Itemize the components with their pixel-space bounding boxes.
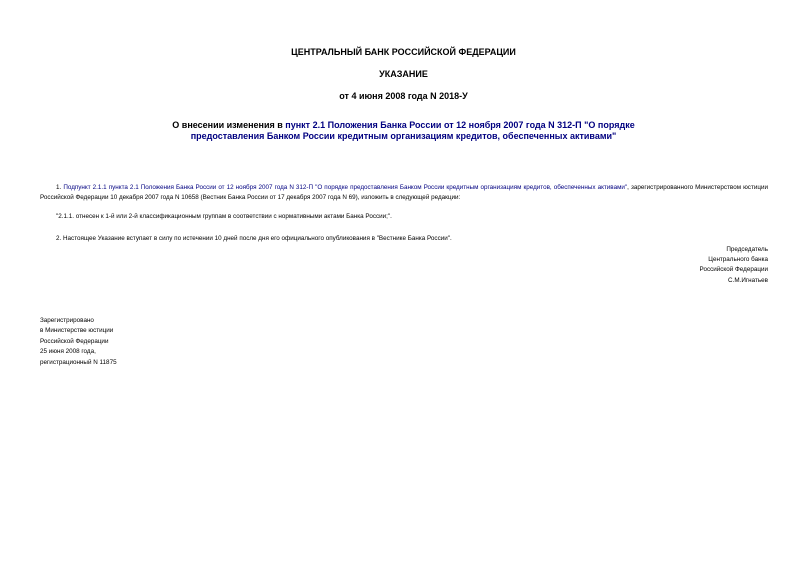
signature-line: Председатель xyxy=(726,246,768,253)
paragraph-1-link[interactable]: Подпункт 2.1.1 пункта 2.1 Положения Банка России от 12 ноября 2007 года N 312-П "О порядке предоставления Банком России кредитным организациям кредитов, обеспеченных активами" xyxy=(63,184,628,191)
document-subject xyxy=(150,120,657,142)
registration-line: в Министерстве юстиции xyxy=(40,327,114,335)
registration-line: Зарегистрировано xyxy=(40,317,94,324)
document-date-heading: от 4 июня 2008 года N 2018-У xyxy=(339,91,468,101)
document-type-heading: УКАЗАНИЕ xyxy=(379,69,428,79)
paragraph-2: "2.1.1. отнесен к 1-й или 2-й классификационным группам в соответствии с нормативными актами Банка России;". xyxy=(56,213,392,220)
bank-name-heading: ЦЕНТРАЛЬНЫЙ БАНК РОССИЙСКОЙ ФЕДЕРАЦИИ xyxy=(291,47,516,57)
subject-link[interactable]: пункт 2.1 Положения Банка России от 12 ноября 2007 года N 312-П "О порядке предоставления Банком России кредитным организациям кредитов, обеспеченных активами" xyxy=(190,120,635,141)
paragraph-1 xyxy=(40,183,768,203)
registration-block xyxy=(40,316,260,368)
paragraph-3: 2. Настоящее Указание вступает в силу по истечении 10 дней после дня его официального опубликования в "Вестнике Банка России". xyxy=(56,235,452,242)
signature-name: С.М.Игнатьев xyxy=(728,276,768,284)
registration-line: Российской Федерации xyxy=(40,337,109,345)
subject-prefix: О внесении изменения в xyxy=(172,120,286,130)
paragraph-1-text: , зарегистрированного Министерством юстиции Российской Федерации 10 декабря 2007 года N 10658 (Вестник Банка России от 17 декабря 2007 года N 69), изложить в следующей редакции: xyxy=(40,184,768,201)
signature-line: Российской Федерации xyxy=(699,266,768,274)
signature-block xyxy=(568,245,768,286)
paragraph-1-number: 1. xyxy=(56,184,62,191)
registration-number: регистрационный N 11875 xyxy=(40,358,117,366)
signature-line: Центрального банка xyxy=(708,256,768,264)
registration-date: 25 июня 2008 года, xyxy=(40,348,96,356)
